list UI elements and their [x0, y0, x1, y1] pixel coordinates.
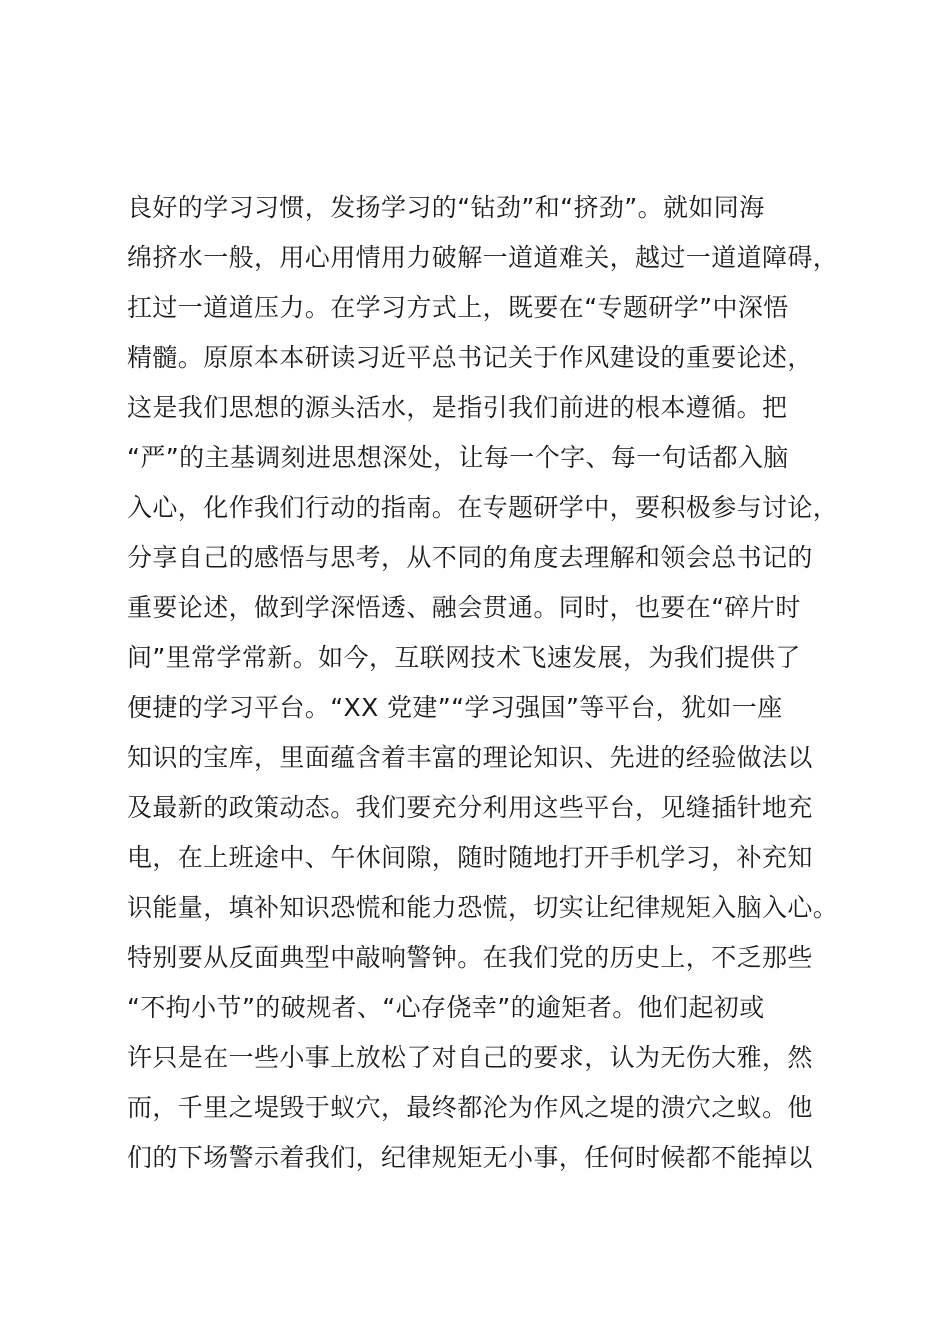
- text-line: “严”的主基调刻进思想深处，让每一个字、每一句话都入脑: [127, 443, 789, 472]
- text-line: 许只是在一些小事上放松了对自己的要求，认为无伤大雅，然: [127, 1043, 813, 1072]
- text-line: 间”里常学常新。如今，互联网技术飞速发展，为我们提供了: [127, 643, 801, 672]
- text-line: 电，在上班途中、午休间隙，随时随地打开手机学习，补充知: [127, 843, 813, 872]
- text-line: 入心，化作我们行动的指南。在专题研学中，要积极参与讨论，: [127, 493, 839, 522]
- text-line: 分享自己的感悟与思考，从不同的角度去理解和领会总书记的: [127, 543, 813, 572]
- text-line: 精髓。原原本本研读习近平总书记关于作风建设的重要论述，: [127, 343, 813, 372]
- text-line: 便捷的学习平台。“XX 党建”“学习强国”等平台，犹如一座: [127, 693, 783, 722]
- text-line: 及最新的政策动态。我们要充分利用这些平台，见缝插针地充: [127, 793, 813, 822]
- text-line: “不拘小节”的破规者、“心存侥幸”的逾矩者。他们起初或: [127, 993, 765, 1022]
- text-line: 扛过一道道压力。在学习方式上，既要在“专题研学”中深悟: [127, 293, 789, 322]
- text-line: 知识的宝库，里面蕴含着丰富的理论知识、先进的经验做法以: [127, 743, 813, 772]
- text-line: 重要论述，做到学深悟透、融会贯通。同时，也要在“碎片时: [127, 593, 801, 622]
- text-line: 而，千里之堤毁于蚁穴，最终都沦为作风之堤的溃穴之蚁。他: [127, 1093, 813, 1122]
- text-line: 们的下场警示着我们，纪律规矩无小事，任何时候都不能掉以: [127, 1143, 813, 1172]
- text-line: 这是我们思想的源头活水，是指引我们前进的根本遵循。把: [127, 393, 788, 422]
- text-line: 特别要从反面典型中敲响警钟。在我们党的历史上，不乏那些: [127, 943, 813, 972]
- text-line: 绵挤水一般，用心用情用力破解一道道难关，越过一道道障碍，: [127, 243, 839, 272]
- text-line: 识能量，填补知识恐慌和能力恐慌，切实让纪律规矩入脑入心。: [127, 893, 839, 922]
- body-text: [127, 183, 867, 1183]
- text-line: 良好的学习习惯，发扬学习的“钻劲”和“挤劲”。就如同海: [127, 193, 765, 222]
